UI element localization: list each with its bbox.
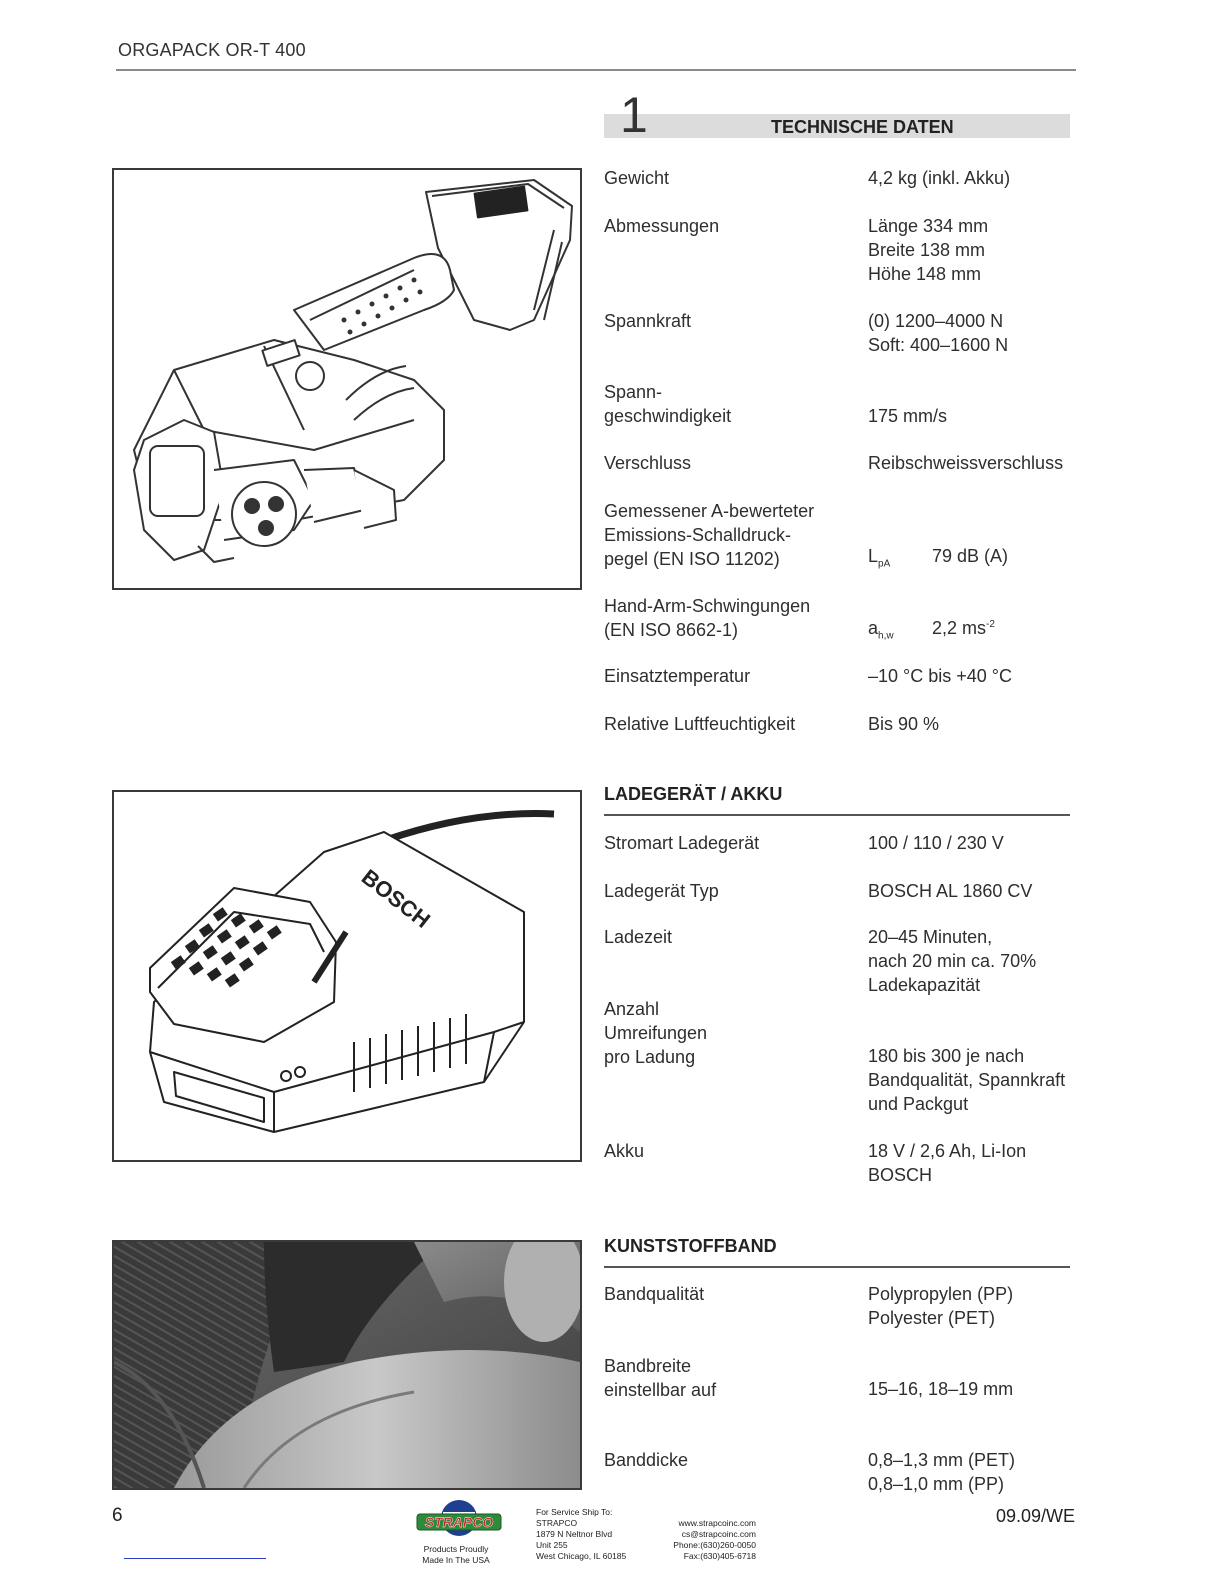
- spec-value: 175 mm/s: [868, 406, 948, 426]
- footer-link-underline: [124, 1558, 266, 1559]
- spec-symbol: $L_{pA}$: [868, 546, 891, 570]
- charger-label: Stromart Ladegerät: [604, 833, 760, 853]
- spec-value: –10 °C bis +40 °C: [868, 666, 1012, 686]
- strap-value: 15–16, 18–19 mm: [868, 1379, 1014, 1399]
- spec-value: (0) 1200–4000 N Soft: 400–1600 N: [868, 311, 1009, 355]
- spec-label: Verschluss: [604, 453, 692, 473]
- service-address: For Service Ship To: STRAPCO 1879 N Neltnor Blvd Unit 255 West Chicago, IL 60185: [536, 1507, 627, 1561]
- chapter-number: 1: [620, 87, 648, 143]
- spec-label: Spann- geschwindigkeit: [604, 382, 732, 426]
- charger-value: 100 / 110 / 230 V: [868, 833, 1004, 853]
- chapter-title: TECHNISCHE DATEN: [771, 117, 954, 137]
- spec-label: Spannkraft: [604, 311, 692, 331]
- spec-value: Länge 334 mm Breite 138 mm Höhe 148 mm: [868, 216, 989, 284]
- strap-value: Polypropylen (PP) Polyester (PET): [868, 1284, 1014, 1328]
- charger-label: Ladezeit: [604, 927, 673, 947]
- spec-value: Reibschweissverschluss: [868, 453, 1064, 473]
- spec-label: Relative Luftfeuchtigkeit: [604, 714, 796, 734]
- spec-symbol: $a_{h,w}$: [868, 618, 894, 642]
- spec-value: 4,2 kg (inkl. Akku): [868, 168, 1011, 188]
- charger-value: 180 bis 300 je nach Bandqualität, Spannkraft und Packgut: [868, 1046, 1066, 1114]
- spec-label: Gewicht: [604, 168, 670, 188]
- spec-value: 2,2 $ms^{-2}$: [932, 618, 995, 638]
- section-heading-charger: LADEGERÄT / AKKU: [604, 784, 783, 804]
- charger-brand-text: BOSCH: [356, 864, 435, 933]
- spec-value: Bis 90 %: [868, 714, 940, 734]
- charger-label: Anzahl Umreifungen pro Ladung: [604, 999, 708, 1067]
- charger-value: 18 V / 2,6 Ah, Li-Ion BOSCH: [868, 1141, 1027, 1185]
- strap-label: Bandqualität: [604, 1284, 705, 1304]
- spec-label: Einsatztemperatur: [604, 666, 751, 686]
- page-number: 6: [112, 1505, 123, 1526]
- strap-coils-photo: [112, 1240, 582, 1490]
- spec-label: Gemessener A-bewerteter Emissions-Schalldruck- pegel (EN ISO 11202): [604, 501, 815, 569]
- strapco-logo: [416, 1498, 502, 1544]
- section-heading-strap: KUNSTSTOFFBAND: [604, 1236, 777, 1256]
- charger-label: Ladegerät Typ: [604, 881, 719, 901]
- section-rule: [604, 1266, 1070, 1268]
- spec-value: 79 dB (A): [932, 546, 1009, 566]
- section-rule: [604, 814, 1070, 816]
- strap-value: 0,8–1,3 mm (PET) 0,8–1,0 mm (PP): [868, 1450, 1016, 1494]
- charger-value: BOSCH AL 1860 CV: [868, 881, 1033, 901]
- logo-text: STRAPCO: [424, 1514, 494, 1530]
- document-code: 09.09/WE: [996, 1506, 1076, 1526]
- charger-label: Akku: [604, 1141, 645, 1161]
- strap-label: Banddicke: [604, 1450, 689, 1470]
- strapping-tool-illustration: [112, 168, 582, 590]
- charger-value: 20–45 Minuten, nach 20 min ca. 70% Ladekapazität: [868, 927, 1037, 995]
- strap-label: Bandbreite einstellbar auf: [604, 1356, 717, 1400]
- header-rule: [116, 69, 1076, 71]
- spec-label: Hand-Arm-Schwingungen (EN ISO 8662-1): [604, 596, 811, 640]
- charger-illustration: [112, 790, 582, 1162]
- contact-info: www.strapcoinc.com cs@strapcoinc.com Phone:(630)260-0050 Fax:(630)405-6718: [673, 1518, 756, 1561]
- document-title: ORGAPACK OR-T 400: [118, 40, 306, 60]
- spec-label: Abmessungen: [604, 216, 720, 236]
- logo-caption: Products Proudly Made In The USA: [422, 1544, 490, 1565]
